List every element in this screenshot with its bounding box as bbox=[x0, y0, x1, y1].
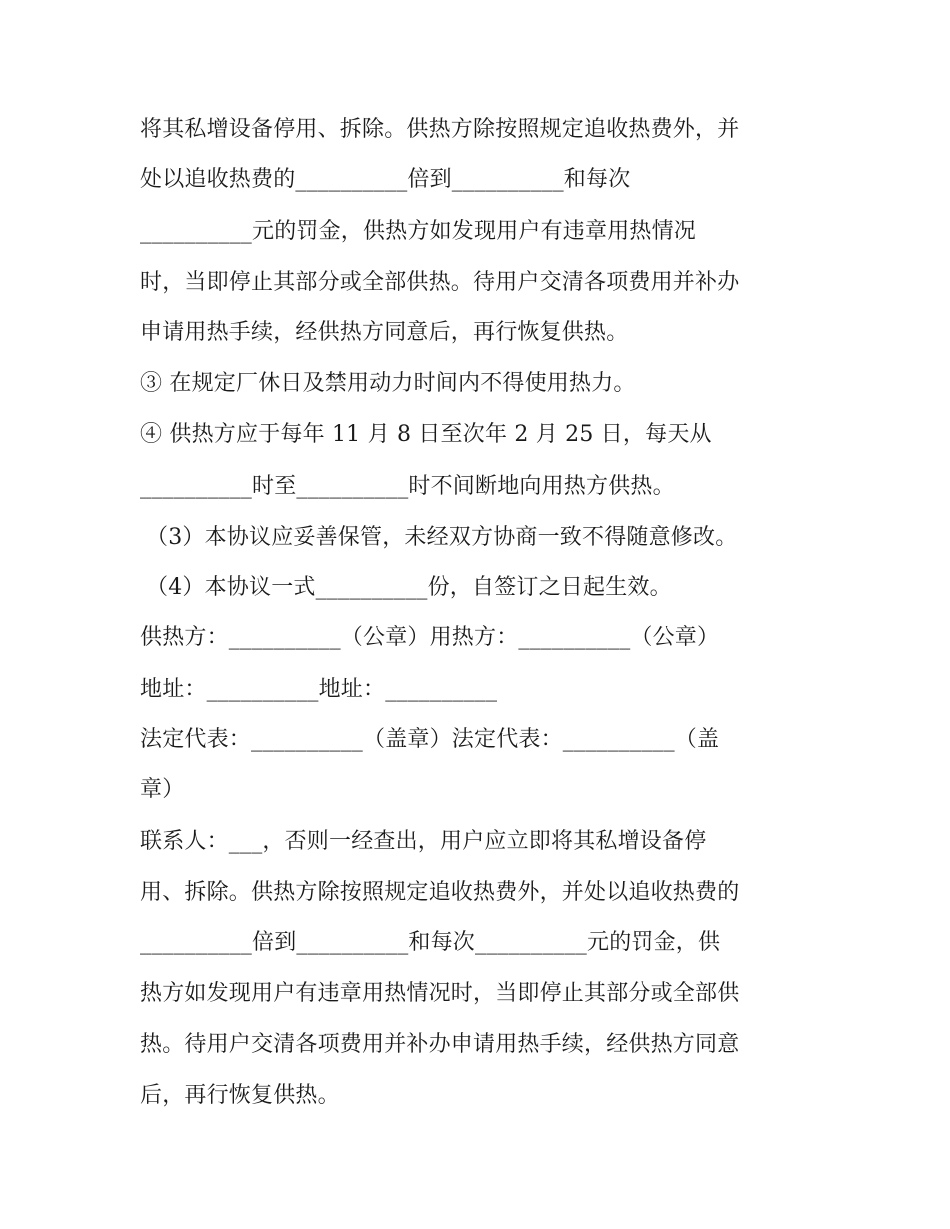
signature-party-line: 供热方：__________（公章）用热方：__________（公章） bbox=[140, 625, 720, 650]
text-line: 用、拆除。供热方除按照规定追收热费外，并处以追收热费的 bbox=[140, 880, 740, 905]
text-line: 处以追收热费的__________倍到__________和每次 bbox=[140, 167, 631, 192]
section-4-line: （4）本协议一式__________份，自签订之日起生效。 bbox=[146, 575, 672, 600]
text-line: 热方如发现用户有违章用热情况时，当即停止其部分或全部供 bbox=[140, 981, 740, 1006]
text-line: __________元的罚金，供热方如发现用户有违章用热情况 bbox=[140, 219, 697, 244]
text-line: 热。待用户交清各项费用并补办申请用热手续，经供热方同意 bbox=[140, 1032, 740, 1057]
text-line: 时，当即停止其部分或全部供热。待用户交清各项费用并补办 bbox=[140, 270, 740, 295]
text-line: __________倍到__________和每次__________元的罚金，供 bbox=[140, 930, 721, 955]
text-line: 申请用热手续，经供热方同意后，再行恢复供热。 bbox=[140, 320, 629, 345]
contact-line: 联系人：___，否则一经查出，用户应立即将其私增设备停 bbox=[140, 829, 707, 854]
section-3-line: （3）本协议应妥善保管，未经双方协商一致不得随意修改。 bbox=[146, 525, 738, 550]
text-line: 后，再行恢复供热。 bbox=[140, 1083, 340, 1108]
text-line: __________时至__________时不间断地向用热方供热。 bbox=[140, 474, 675, 499]
clause-3-line: ③ 在规定厂休日及禁用动力时间内不得使用热力。 bbox=[140, 371, 636, 396]
signature-address-line: 地址：__________地址：__________ bbox=[140, 677, 498, 702]
signature-representative-line: 法定代表：__________（盖章）法定代表：__________（盖 bbox=[140, 727, 720, 752]
text-line: 章） bbox=[140, 777, 185, 802]
clause-4-line: ④ 供热方应于每年 11 月 8 日至次年 2 月 25 日，每天从 bbox=[140, 422, 712, 447]
text-line: 将其私增设备停用、拆除。供热方除按照规定追收热费外，并 bbox=[140, 117, 740, 142]
